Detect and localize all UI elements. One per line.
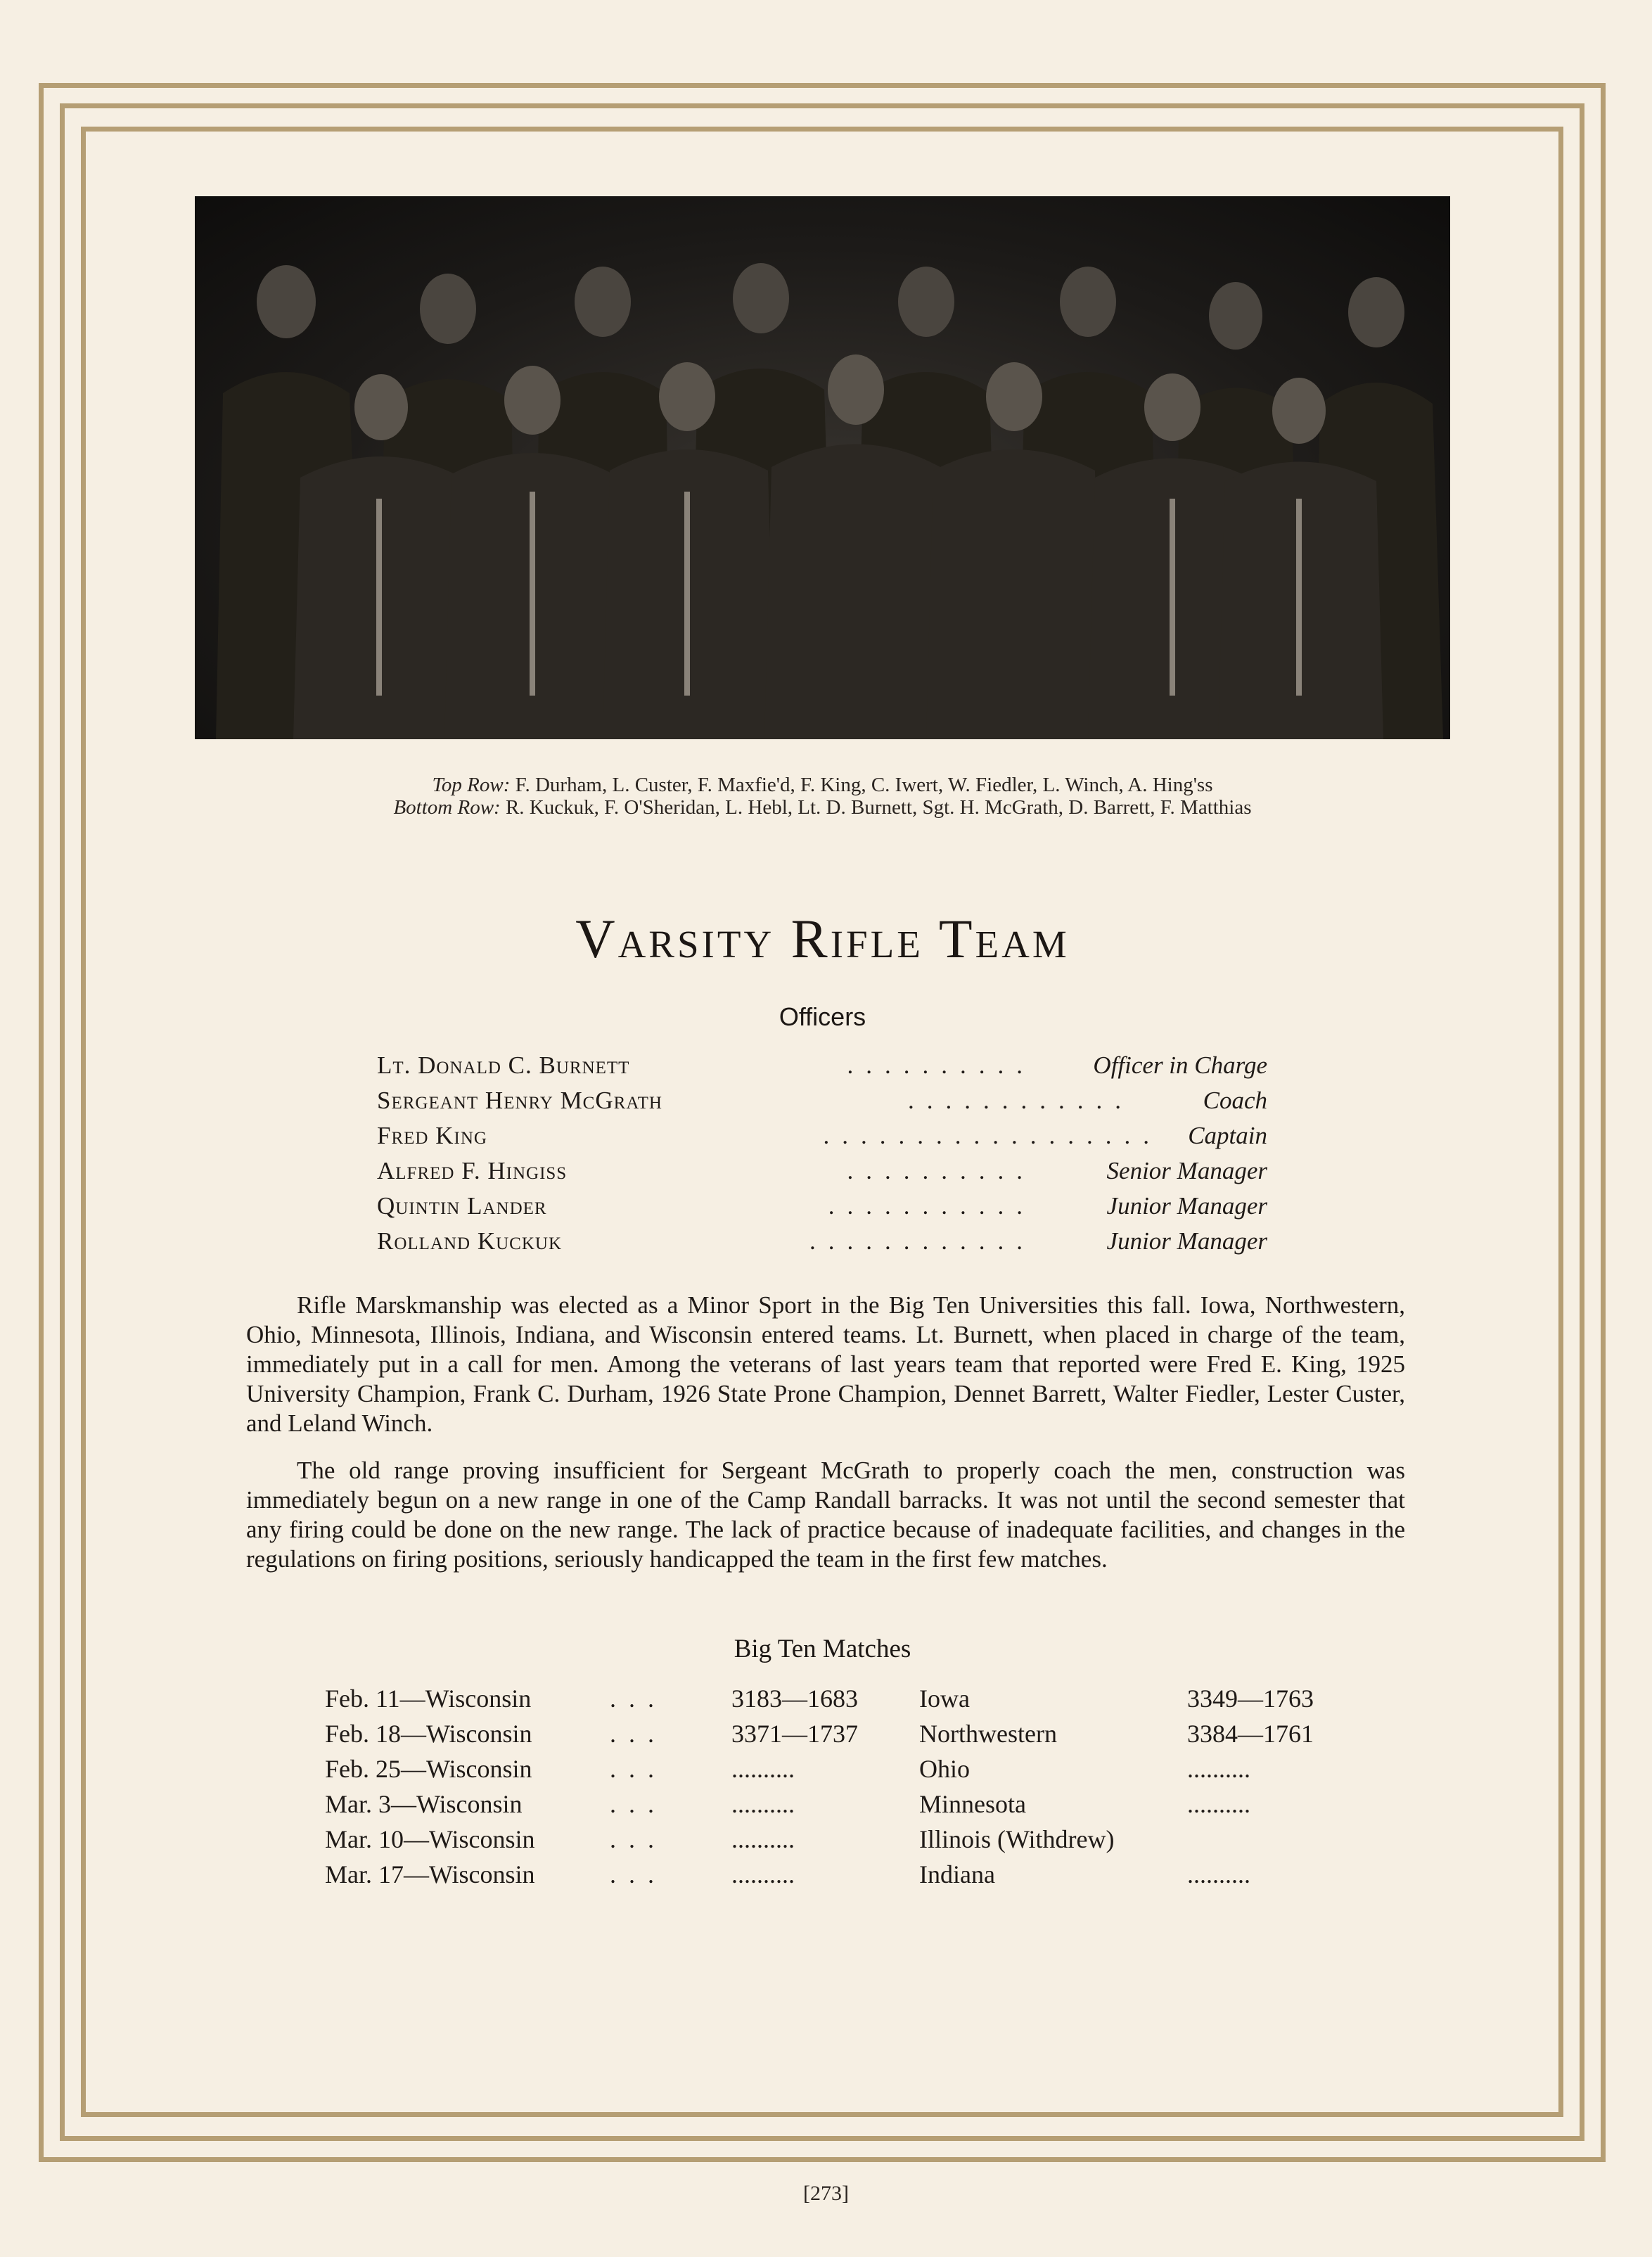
officer-role: Senior Manager: [1106, 1157, 1267, 1184]
caption-top-label: Top Row:: [432, 774, 511, 796]
wisconsin-score: 3183—1683: [731, 1684, 858, 1713]
paragraph-text: Rifle Marskmanship was elected as a Minor Sport in the Big Ten Universities this fall. Iowa, Northwestern, Ohio, Minnesota, Illinois, Indiana, and Wisconsin entered teams. Lt. Burnett, when placed in charge of the team, immediately put in a call for men. Among the veterans of last years team that reported were Fred E. King, 1925 University Champion, Frank C. Durham, 1926 State Prone Champion, Dennet Barrett, Walter Fiedler, Lester Custer, and Leland Winch.: [246, 1291, 1405, 1437]
match-date: Feb. 18—Wisconsin: [325, 1720, 532, 1748]
leader-dots: ..................: [823, 1122, 1162, 1149]
opponent: Northwestern: [919, 1720, 1057, 1748]
opponent: Illinois (Withdrew): [919, 1825, 1115, 1853]
wisconsin-score: ..........: [731, 1825, 795, 1853]
match-row: [325, 1822, 1324, 1857]
leader-dots: ...: [610, 1684, 667, 1713]
officer-name: Sergeant Henry McGrath: [377, 1087, 662, 1114]
match-date: Mar. 10—Wisconsin: [325, 1825, 535, 1853]
caption-top-names: F. Durham, L. Custer, F. Maxfie'd, F. King, C. Iwert, W. Fiedler, L. Winch, A. Hing'ss: [515, 774, 1213, 796]
paragraph: [246, 1456, 1405, 1574]
leader-dots: ...........: [828, 1192, 1035, 1220]
officer-role: Coach: [1203, 1087, 1267, 1114]
wisconsin-score: 3371—1737: [731, 1720, 858, 1748]
match-row: [325, 1681, 1324, 1716]
opponent: Ohio: [919, 1755, 970, 1783]
opponent: Indiana: [919, 1860, 995, 1888]
officer-role: Junior Manager: [1106, 1192, 1267, 1220]
officer-role: Junior Manager: [1106, 1227, 1267, 1255]
match-date: Mar. 3—Wisconsin: [325, 1790, 523, 1818]
caption-bottom-row: [195, 793, 1450, 821]
officer-row: [377, 1048, 1267, 1083]
match-row: [325, 1857, 1324, 1892]
leader-dots: ..........: [847, 1157, 1035, 1184]
opponent-score: ..........: [1187, 1860, 1250, 1888]
leader-dots: ...: [610, 1860, 667, 1888]
leader-dots: ..........: [847, 1051, 1035, 1079]
officer-row: [377, 1118, 1267, 1153]
match-row: [325, 1751, 1324, 1786]
officer-name: Lt. Donald C. Burnett: [377, 1051, 630, 1079]
leader-dots: ...: [610, 1720, 667, 1748]
officer-name: Quintin Lander: [377, 1192, 547, 1220]
match-date: Mar. 17—Wisconsin: [325, 1860, 535, 1888]
leader-dots: ...: [610, 1755, 667, 1783]
leader-dots: ............: [809, 1227, 1035, 1255]
leader-dots: ............: [908, 1087, 1134, 1114]
officer-row: [377, 1189, 1267, 1224]
opponent: Iowa: [919, 1684, 970, 1713]
leader-dots: ...: [610, 1825, 667, 1853]
match-row: [325, 1786, 1324, 1822]
paragraph-text: The old range proving insufficient for Sergeant McGrath to properly coach the men, construction was immediately begun on a new range in one of the Camp Randall barracks. It was not until the second semester that any firing could be done on the new range. The lack of practice because of inadequate facilities, and changes in the regulations on firing positions, seriously handicapped the team in the first few matches.: [246, 1457, 1405, 1573]
wisconsin-score: ..........: [731, 1860, 795, 1888]
matches-heading: Big Ten Matches: [734, 1635, 911, 1663]
team-photo-figures: [195, 196, 1450, 739]
page-title: Varsity Rifle Team: [575, 908, 1070, 969]
page-number: [273]: [803, 2182, 849, 2205]
match-date: Feb. 25—Wisconsin: [325, 1755, 532, 1783]
officer-row: [377, 1224, 1267, 1259]
officer-role: Captain: [1188, 1122, 1267, 1149]
officer-row: [377, 1153, 1267, 1189]
officer-name: Alfred F. Hingiss: [377, 1157, 568, 1184]
caption-bottom-label: Bottom Row:: [393, 796, 501, 819]
opponent-score: 3349—1763: [1187, 1684, 1314, 1713]
wisconsin-score: ..........: [731, 1755, 795, 1783]
officer-role: Officer in Charge: [1093, 1051, 1267, 1079]
officers-heading: Officers: [779, 1002, 866, 1031]
team-photo: [195, 196, 1450, 739]
officer-name: Fred King: [377, 1122, 487, 1149]
opponent-score: ..........: [1187, 1755, 1250, 1783]
opponent: Minnesota: [919, 1790, 1026, 1818]
leader-dots: ...: [610, 1790, 667, 1818]
officer-name: Rolland Kuckuk: [377, 1227, 563, 1255]
officer-row: [377, 1083, 1267, 1118]
caption-bottom-names: R. Kuckuk, F. O'Sheridan, L. Hebl, Lt. D. Burnett, Sgt. H. McGrath, D. Barrett, F. Matthias: [505, 796, 1252, 819]
opponent-score: ..........: [1187, 1790, 1250, 1818]
match-date: Feb. 11—Wisconsin: [325, 1684, 532, 1713]
match-row: [325, 1716, 1324, 1751]
opponent-score: 3384—1761: [1187, 1720, 1314, 1748]
wisconsin-score: ..........: [731, 1790, 795, 1818]
paragraph: [246, 1291, 1405, 1438]
